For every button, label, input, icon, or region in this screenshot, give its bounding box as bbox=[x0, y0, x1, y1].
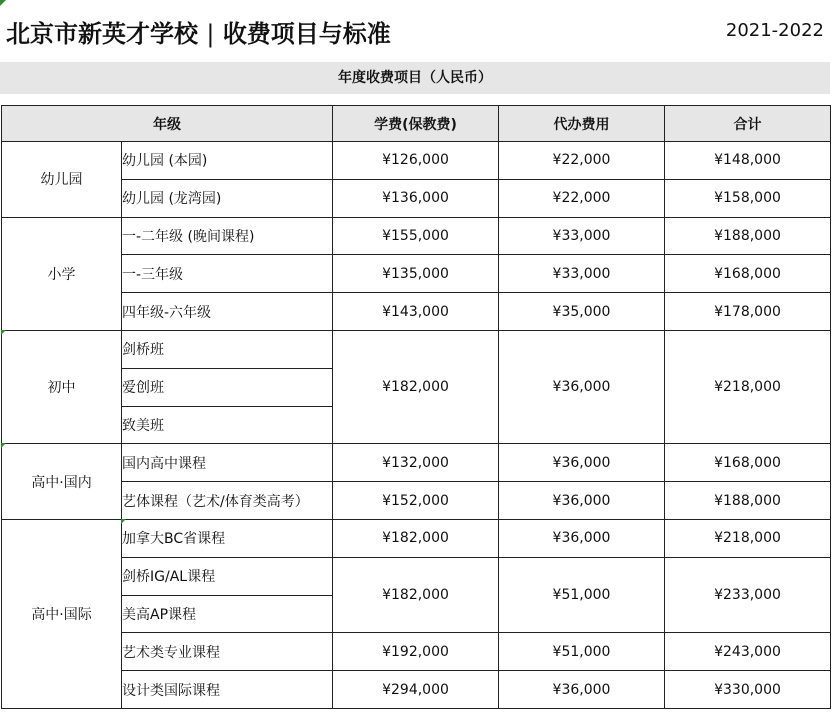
table-row bbox=[2, 330, 831, 368]
table-row bbox=[2, 255, 831, 293]
table-row bbox=[2, 179, 831, 217]
tuition-cell: ¥182,000 bbox=[333, 330, 499, 443]
total-cell: ¥148,000 bbox=[665, 142, 831, 180]
total-cell: ¥330,000 bbox=[665, 671, 831, 709]
total-cell: ¥168,000 bbox=[665, 255, 831, 293]
tuition-cell: ¥294,000 bbox=[333, 671, 499, 709]
program-cell: 幼儿园 (龙湾园) bbox=[122, 179, 333, 217]
page-header bbox=[0, 0, 832, 60]
agency-cell: ¥35,000 bbox=[499, 293, 665, 331]
tuition-cell: ¥192,000 bbox=[333, 633, 499, 671]
level-high-international: 高中·国际 bbox=[2, 519, 122, 708]
agency-cell: ¥36,000 bbox=[499, 519, 665, 557]
program-cell: 剑桥IG/AL课程 bbox=[122, 557, 333, 595]
fee-table bbox=[1, 105, 831, 709]
level-high-domestic: 高中·国内 bbox=[2, 444, 122, 520]
agency-cell: ¥36,000 bbox=[499, 482, 665, 520]
program-cell: 艺体课程（艺术/体育类高考） bbox=[122, 482, 333, 520]
section-band: 年度收费项目（人民币） bbox=[0, 62, 830, 94]
agency-cell: ¥51,000 bbox=[499, 557, 665, 633]
header-total: 合计 bbox=[665, 106, 831, 142]
total-cell: ¥168,000 bbox=[665, 444, 831, 482]
header-tuition: 学费(保教费) bbox=[333, 106, 499, 142]
agency-cell: ¥36,000 bbox=[499, 444, 665, 482]
program-cell: 一-二年级 (晚间课程) bbox=[122, 217, 333, 255]
agency-cell: ¥51,000 bbox=[499, 633, 665, 671]
table-row bbox=[2, 444, 831, 482]
tuition-cell: ¥182,000 bbox=[333, 519, 499, 557]
total-cell: ¥188,000 bbox=[665, 217, 831, 255]
academic-year: 2021-2022 bbox=[725, 20, 824, 41]
program-cell: 致美班 bbox=[122, 406, 333, 444]
tuition-cell: ¥152,000 bbox=[333, 482, 499, 520]
total-cell: ¥218,000 bbox=[665, 519, 831, 557]
program-cell: 美高AP课程 bbox=[122, 595, 333, 633]
level-kindergarten: 幼儿园 bbox=[2, 142, 122, 218]
table-row bbox=[2, 293, 831, 331]
title-subtitle: 收费项目与标准 bbox=[222, 20, 391, 48]
header-grade: 年级 bbox=[2, 106, 333, 142]
table-row bbox=[2, 671, 831, 709]
agency-cell: ¥36,000 bbox=[499, 671, 665, 709]
header-agency: 代办费用 bbox=[499, 106, 665, 142]
agency-cell: ¥22,000 bbox=[499, 179, 665, 217]
tuition-cell: ¥143,000 bbox=[333, 293, 499, 331]
program-cell: 剑桥班 bbox=[122, 330, 333, 368]
table-row bbox=[2, 217, 831, 255]
program-cell: 国内高中课程 bbox=[122, 444, 333, 482]
total-cell: ¥188,000 bbox=[665, 482, 831, 520]
table-row bbox=[2, 519, 831, 557]
school-name: 北京市新英才学校 bbox=[6, 20, 198, 48]
level-primary: 小学 bbox=[2, 217, 122, 330]
page-title bbox=[6, 14, 391, 49]
table-row bbox=[2, 482, 831, 520]
total-cell: ¥178,000 bbox=[665, 293, 831, 331]
table-row bbox=[2, 633, 831, 671]
tuition-cell: ¥182,000 bbox=[333, 557, 499, 633]
level-middle: 初中 bbox=[2, 330, 122, 443]
program-cell: 爱创班 bbox=[122, 368, 333, 406]
total-cell: ¥233,000 bbox=[665, 557, 831, 633]
tuition-cell: ¥136,000 bbox=[333, 179, 499, 217]
table-row bbox=[2, 557, 831, 595]
agency-cell: ¥36,000 bbox=[499, 330, 665, 443]
tuition-cell: ¥126,000 bbox=[333, 142, 499, 180]
program-cell: 设计类国际课程 bbox=[122, 671, 333, 709]
tuition-cell: ¥132,000 bbox=[333, 444, 499, 482]
program-cell: 一-三年级 bbox=[122, 255, 333, 293]
title-separator: | bbox=[206, 20, 215, 48]
program-cell: 幼儿园 (本园) bbox=[122, 142, 333, 180]
table-row bbox=[2, 142, 831, 180]
total-cell: ¥158,000 bbox=[665, 179, 831, 217]
agency-cell: ¥22,000 bbox=[499, 142, 665, 180]
agency-cell: ¥33,000 bbox=[499, 217, 665, 255]
header-row bbox=[2, 106, 831, 142]
tuition-cell: ¥155,000 bbox=[333, 217, 499, 255]
program-cell: 艺术类专业课程 bbox=[122, 633, 333, 671]
agency-cell: ¥33,000 bbox=[499, 255, 665, 293]
tuition-cell: ¥135,000 bbox=[333, 255, 499, 293]
total-cell: ¥218,000 bbox=[665, 330, 831, 443]
total-cell: ¥243,000 bbox=[665, 633, 831, 671]
program-cell: 加拿大BC省课程 bbox=[122, 519, 333, 557]
program-cell: 四年级-六年级 bbox=[122, 293, 333, 331]
